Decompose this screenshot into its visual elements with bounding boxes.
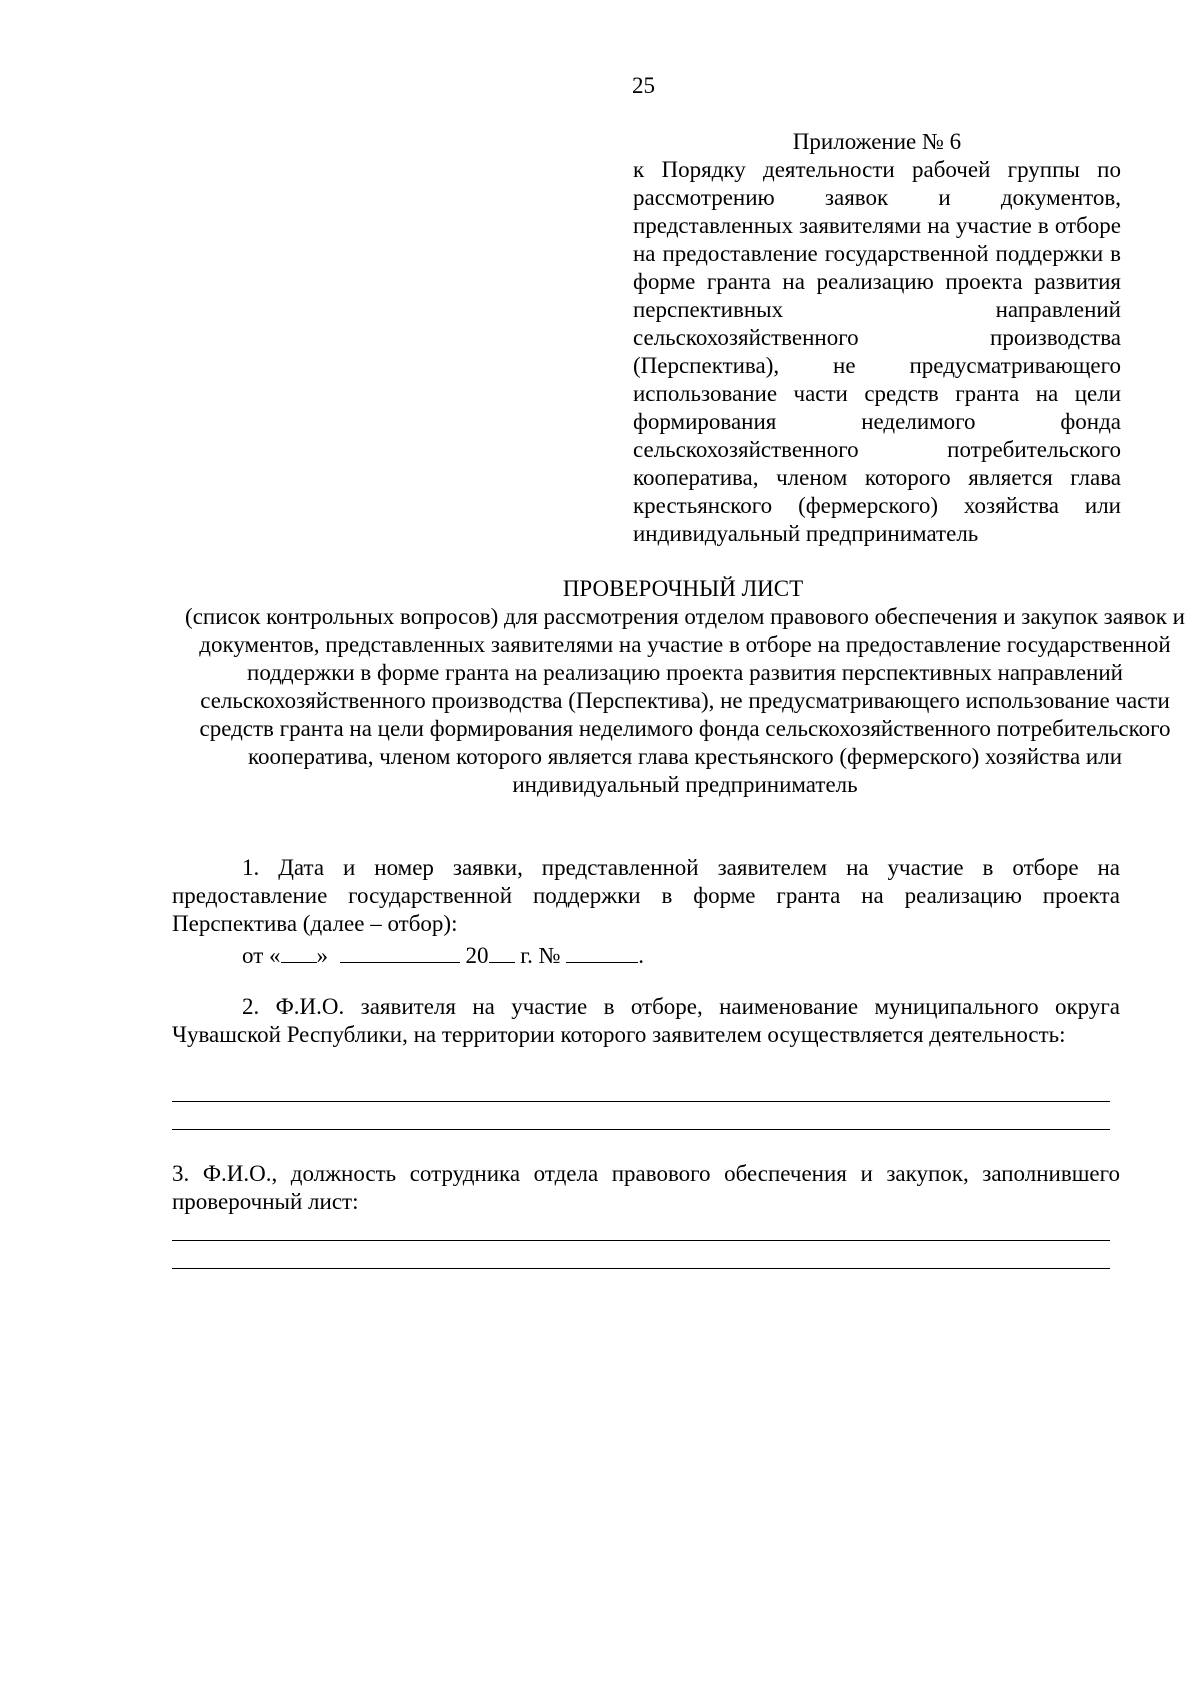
appendix-title — [633, 128, 1121, 156]
item-2-line-2 — [172, 1129, 1110, 1130]
date-prefix: от « — [242, 943, 281, 968]
year-prefix: 20 — [465, 943, 489, 968]
date-end: . — [638, 943, 645, 968]
document-title: ПРОВЕРОЧНЫЙ ЛИСТ — [562, 576, 804, 601]
day-blank — [281, 940, 317, 963]
item-1-date-line — [242, 940, 644, 970]
item-3-line-1 — [172, 1240, 1110, 1241]
item-3-line-2 — [172, 1268, 1110, 1269]
year-suffix: г. № — [520, 943, 561, 968]
document-subtitle: (список контрольных вопросов) для рассмотрения отделом правового обеспечения и закупок заявок и документов, представленных заявителями на участие в отборе на предоставление государственной поддержки в форме гранта на реализацию проекта развития перспективных направлений сельскохозяйственного производства (Перспектива), не предусматривающего использование части средств гранта на цели формирования неделимого фонда сельскохозяйственного потребительского кооператива, членом которого является глава крестьянского (фермерского) хозяйства или индивидуальный предприниматель — [185, 604, 1185, 797]
page-number: 25 — [632, 73, 655, 98]
appendix-title-text: Приложение № 6 — [792, 129, 962, 154]
date-mid: » — [316, 943, 328, 968]
item-3-text: 3. Ф.И.О., должность сотрудника отдела правового обеспечения и закупок, заполнившего проверочный лист: — [172, 1161, 1120, 1214]
item-2-text: 2. Ф.И.О. заявителя на участие в отборе, наименование муниципального округа Чувашской Республики, на территории которого заявителем осуществляется деятельность: — [172, 994, 1120, 1047]
year-blank — [489, 940, 515, 963]
item-1-text: 1. Дата и номер заявки, представленной заявителем на участие в отборе на предоставление государственной поддержки в форме гранта на реализацию проекта Перспектива (далее – отбор): — [172, 855, 1120, 936]
appendix-text: к Порядку деятельности рабочей группы по рассмотрению заявок и документов, представленных заявителями на участие в отборе на предоставление государственной поддержки в форме гранта на реализацию проекта развития перспективных направлений сельскохозяйственного производства (Перспектива), не предусматривающего использование части средств гранта на цели формирования неделимого фонда сельскохозяйственного потребительского кооператива, членом которого является глава крестьянского (фермерского) хозяйства или индивидуальный предприниматель — [633, 157, 1121, 546]
month-blank — [340, 940, 460, 963]
number-blank — [566, 940, 638, 963]
appendix-block — [633, 128, 1121, 548]
item-2-line-1 — [172, 1101, 1110, 1102]
